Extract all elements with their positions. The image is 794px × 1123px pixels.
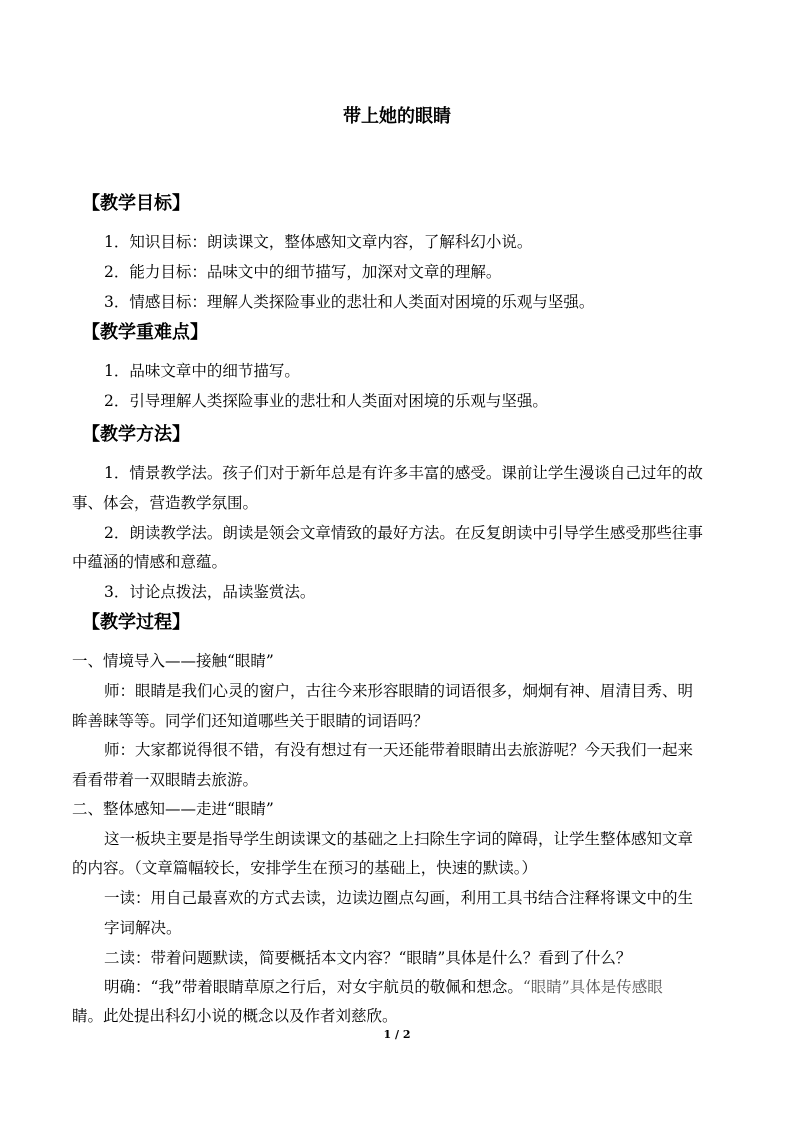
- method-paragraph-line: 3．讨论点拨法，品读鉴赏法。: [104, 583, 316, 601]
- method-paragraph-line: 1．情景教学法。孩子们对于新年总是有许多丰富的感受。课前让学生漫谈自己过年的故: [104, 464, 703, 482]
- process-paragraph-line: [104, 980, 663, 996]
- section-heading-objectives: 【教学目标】: [82, 193, 190, 214]
- section-heading-methods: 【教学方法】: [82, 424, 190, 445]
- process-paragraph-line: 师：大家都说得很不错，有没有想过有一天还能带着眼睛出去旅游呢？今天我们一起来: [104, 741, 694, 759]
- process-paragraph-line: 这一板块主要是指导学生朗读课文的基础之上扫除生字词的障碍，让学生整体感知文章: [104, 830, 694, 848]
- page-number: 1 / 2: [383, 1028, 411, 1041]
- section-heading-key-points: 【教学重难点】: [82, 322, 208, 343]
- section-heading-process: 【教学过程】: [82, 612, 190, 633]
- key-point-item: 1．品味文章中的细节描写。: [104, 362, 300, 380]
- key-point-item: 2．引导理解人类探险事业的悲壮和人类面对困境的乐观与坚强。: [104, 392, 548, 410]
- page-title: 带上她的眼睛: [343, 106, 451, 127]
- clarification-text-grey: “眼睛”具体是传感眼: [522, 978, 663, 996]
- objective-item: 2．能力目标：品味文中的细节描写，加深对文章的理解。: [104, 263, 502, 281]
- process-paragraph-line: 字词解决。: [104, 919, 182, 937]
- process-part-heading: 一、情境导入——接触“眼睛”: [72, 652, 274, 670]
- objective-item: 1．知识目标：朗读课文，整体感知文章内容，了解科幻小说。: [104, 233, 533, 251]
- process-paragraph-line: 师：眼睛是我们心灵的窗户，古往今来形容眼睛的词语很多，炯炯有神、眉清目秀、明: [104, 682, 694, 700]
- process-paragraph-line: 二读：带着问题默读，简要概括本文内容？“眼睛”具体是什么？看到了什么？: [104, 949, 632, 967]
- method-paragraph-line: 2．朗读教学法。朗读是领会文章情致的最好方法。在反复朗读中引导学生感受那些往事: [104, 524, 703, 542]
- method-paragraph-line: 中蕴涵的情感和意蕴。: [72, 553, 228, 571]
- objective-item: 3．情感目标：理解人类探险事业的悲壮和人类面对困境的乐观与坚强。: [104, 293, 595, 311]
- process-part-heading: 二、整体感知——走进“眼睛”: [72, 800, 274, 818]
- process-paragraph-line: 的内容。（文章篇幅较长，安排学生在预习的基础上，快速的默读。）: [72, 859, 538, 877]
- process-paragraph-line: 一读：用自己最喜欢的方式去读，边读边圈点勾画，利用工具书结合注释将课文中的生: [104, 889, 694, 907]
- process-paragraph-line: 看看带着一双眼睛去旅游。: [72, 771, 259, 789]
- process-paragraph-line: 睛。此处提出科幻小说的概念以及作者刘慈欣。: [72, 1007, 398, 1025]
- clarification-text: 明确：“我”带着眼睛草原之行后，对女宇航员的敬佩和想念。: [104, 978, 523, 996]
- process-paragraph-line: 眸善睐等等。同学们还知道哪些关于眼睛的词语吗？: [72, 712, 429, 730]
- method-paragraph-line: 事、体会，营造教学氛围。: [72, 494, 259, 512]
